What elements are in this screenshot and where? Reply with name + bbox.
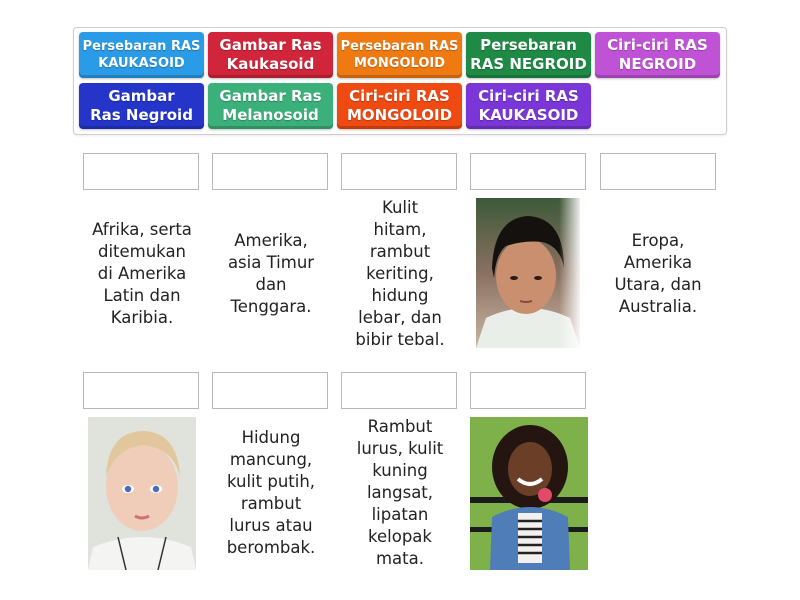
tile-label-line2: KAUKASOID xyxy=(478,106,579,124)
tile-label-line1: Gambar Ras xyxy=(219,36,322,54)
tile-label-line1: Gambar Ras xyxy=(219,87,322,105)
drop-zone-r2c2[interactable] xyxy=(212,372,328,409)
description-text: Eropa, Amerika Utara, dan Australia. xyxy=(614,231,702,316)
tile-label-line1: Gambar xyxy=(108,87,175,105)
drop-zone-r2c4[interactable] xyxy=(470,372,586,409)
tile-gambar-negroid[interactable] xyxy=(79,83,204,129)
tile-label-line2: RAS NEGROID xyxy=(470,55,587,73)
tile-label-line1: Ciri-ciri RAS xyxy=(349,87,450,105)
tile-label-line2: Kaukasoid xyxy=(226,55,315,73)
tile-ciri-negroid[interactable] xyxy=(595,32,720,78)
description-card xyxy=(600,198,716,350)
drop-zone-r2c3[interactable] xyxy=(341,372,457,409)
african-child-photo xyxy=(470,417,588,570)
description-card xyxy=(341,415,459,571)
tile-ciri-kaukasoid[interactable] xyxy=(466,83,591,129)
tile-label-line1: Ciri-ciri RAS xyxy=(478,87,579,105)
tile-ciri-mongoloid[interactable] xyxy=(337,83,462,129)
tile-label-line1: Persebaran RAS xyxy=(82,39,201,54)
description-card xyxy=(83,198,201,350)
tile-gambar-melanosoid[interactable] xyxy=(208,83,333,129)
caucasian-baby-photo xyxy=(88,417,196,570)
drop-zone-r1c3[interactable] xyxy=(341,153,457,190)
tile-label-line1: Persebaran RAS xyxy=(340,39,459,54)
tile-persebaran-mongoloid[interactable] xyxy=(337,32,462,78)
tile-persebaran-negroid[interactable] xyxy=(466,32,591,78)
tile-gambar-kaukasoid[interactable] xyxy=(208,32,333,78)
drop-zone-r1c2[interactable] xyxy=(212,153,328,190)
description-card xyxy=(212,198,330,350)
description-card xyxy=(341,196,459,352)
drop-zone-r1c4[interactable] xyxy=(470,153,586,190)
description-text: Afrika, serta ditemukan di Amerika Latin dan Karibia. xyxy=(92,220,192,327)
tile-persebaran-kaukasoid[interactable] xyxy=(79,32,204,78)
tile-label-line2: NEGROID xyxy=(618,55,697,73)
tile-label-line2: Ras Negroid xyxy=(90,106,193,124)
drop-zone-r2c1[interactable] xyxy=(83,372,199,409)
description-text: Hidung mancung, kulit putih, rambut lurus atau berombak. xyxy=(226,428,316,557)
description-text: Rambut lurus, kulit kuning langsat, lipatan kelopak mata. xyxy=(356,417,444,568)
asian-child-photo xyxy=(476,198,580,348)
drop-zone-r1c1[interactable] xyxy=(83,153,199,190)
description-text: Kulit hitam, rambut keriting, hidung lebar, dan bibir tebal. xyxy=(355,198,445,349)
drop-zone-r1c5[interactable] xyxy=(600,153,716,190)
tile-label-line2: Melanosoid xyxy=(222,106,319,124)
tile-label-line1: Ciri-ciri RAS xyxy=(607,36,708,54)
tile-label-line1: Persebaran xyxy=(480,36,577,54)
tile-label-line2: MONGOLOID xyxy=(353,56,446,71)
tile-label-line2: MONGOLOID xyxy=(346,106,453,124)
description-text: Amerika, asia Timur dan Tenggara. xyxy=(227,231,315,316)
tile-label-line2: KAUKASOID xyxy=(98,56,185,71)
description-card xyxy=(212,417,330,569)
